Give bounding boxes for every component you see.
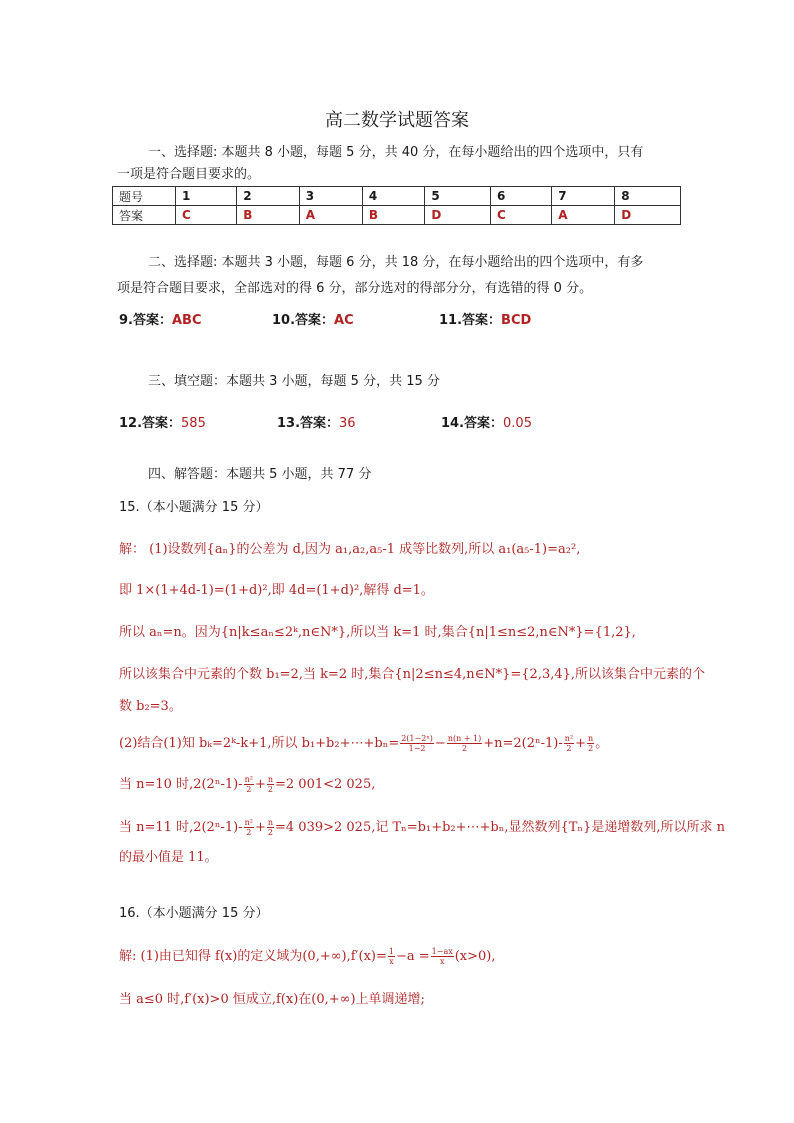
fraction — [244, 775, 254, 794]
fraction — [267, 818, 274, 837]
answer-9 — [119, 308, 202, 334]
numerator: n(n + 1) — [447, 734, 482, 743]
answer-label: 9.答案： — [119, 313, 172, 328]
denominator: 2 — [461, 744, 468, 753]
fraction — [244, 818, 254, 837]
numerator: n² — [244, 818, 253, 827]
table-cell: C — [176, 206, 237, 225]
math-text: 当 n=10 时,2(2ⁿ-1)- — [119, 777, 243, 792]
numerator: n² — [564, 734, 574, 743]
table-cell: 1 — [176, 187, 237, 206]
denominator: 1−2 — [408, 744, 426, 753]
table-answer-row — [113, 206, 681, 225]
table-cell: A — [299, 206, 362, 225]
table-cell: B — [237, 206, 300, 225]
math-text: 。 — [595, 736, 609, 751]
math-text: 当 n=11 时,2(2ⁿ-1)- — [119, 820, 243, 835]
section1-line2: 一项是符合题目要求的。 — [117, 167, 261, 182]
math-text: − — [434, 736, 446, 751]
section4-line: 四、解答题：本题共 5 小题，共 77 分 — [148, 467, 372, 482]
numerator: n — [267, 818, 273, 827]
math-text: −a = — [395, 949, 430, 964]
q15-line1: 解： (1)设数列{aₙ}的公差为 d,因为 a₁,a₂,a₅-1 成等比数列,所以 a₁(a₅-1)=a₂², — [119, 542, 581, 557]
q15-line5: 数 b₂=3。 — [119, 699, 182, 714]
math-text: =2 001<2 025, — [275, 777, 376, 792]
q15-line4: 所以该集合中元素的个数 b₁=2,当 k=2 时,集合{n|2≤n≤4,n∈N*}={2,3,4},所以该集合中元素的个 — [119, 667, 706, 682]
fraction — [564, 734, 574, 753]
section2-line1: 二、选择题: 本题共 3 小题，每题 6 分，共 18 分，在每小题给出的四个选项中，有多 — [148, 255, 644, 270]
table-cell: A — [552, 206, 615, 225]
q15-line9: 的最小值是 11。 — [119, 850, 218, 865]
table-cell: 3 — [299, 187, 362, 206]
fraction — [447, 734, 482, 753]
numerator: n² — [244, 775, 253, 784]
table-cell: 2 — [237, 187, 300, 206]
denominator: x — [389, 957, 394, 966]
answer-label: 13.答案： — [277, 416, 340, 431]
fraction — [400, 734, 434, 753]
table-cell: B — [362, 206, 425, 225]
answer-value: 0.05 — [503, 416, 532, 431]
section1-line1: 一、选择题: 本题共 8 小题，每题 5 分，共 40 分，在每小题给出的四个选项中，只有 — [148, 145, 644, 160]
answer-label: 12.答案： — [119, 416, 182, 431]
fraction — [388, 947, 395, 966]
answer-label: 10.答案： — [272, 313, 335, 328]
denominator: 2 — [588, 744, 594, 753]
fraction — [267, 775, 274, 794]
q15-line8 — [119, 815, 725, 841]
table-header-label: 题号 — [113, 187, 176, 206]
table-cell: 8 — [615, 187, 681, 206]
q15-line2: 即 1×(1+4d-1)=(1+d)²,即 4d=(1+d)²,解得 d=1。 — [119, 583, 434, 598]
section3-line: 三、填空题：本题共 3 小题，每题 5 分，共 15 分 — [148, 374, 440, 389]
fraction — [431, 947, 454, 966]
numerator: 1−ax — [431, 947, 453, 956]
q16-line1 — [119, 944, 496, 970]
numerator: 1 — [388, 947, 394, 956]
math-text: (x>0), — [454, 949, 496, 964]
answer-10 — [272, 308, 354, 334]
answer-12 — [119, 411, 206, 437]
table-cell: D — [425, 206, 491, 225]
q16-line2: 当 a≤0 时,f′(x)>0 恒成立,f(x)在(0,+∞)上单调递增; — [119, 992, 425, 1007]
denominator: x — [439, 957, 445, 966]
table-answer-label: 答案 — [113, 206, 176, 225]
answer-value: ABC — [171, 313, 202, 328]
table-header-row — [113, 187, 681, 206]
table-cell: 5 — [425, 187, 491, 206]
numerator: n — [588, 734, 594, 743]
answer-value: 36 — [339, 416, 356, 431]
table-cell: 4 — [362, 187, 425, 206]
math-text: + — [575, 736, 587, 751]
q15-line3: 所以 aₙ=n。因为{n|k≤aₙ≤2ᵏ,n∈N*},所以当 k=1 时,集合{n|1≤n≤2,n∈N*}={1,2}, — [119, 625, 636, 640]
answer-11 — [439, 308, 531, 334]
table-cell: 6 — [491, 187, 552, 206]
q15-heading: 15.（本小题满分 15 分） — [119, 500, 269, 515]
math-text: =4 039>2 025,记 Tₙ=b₁+b₂+⋯+bₙ,显然数列{Tₙ}是递增数列,所以所求 n — [275, 820, 725, 835]
denominator: 2 — [246, 828, 252, 837]
q15-line6 — [119, 731, 608, 757]
numerator: n — [267, 775, 273, 784]
denominator: 2 — [566, 744, 572, 753]
math-text: +n=2(2ⁿ-1)- — [483, 736, 563, 751]
answer-label: 14.答案： — [441, 416, 504, 431]
answer-value: AC — [334, 313, 354, 328]
math-text: + — [254, 777, 266, 792]
table-cell: D — [615, 206, 681, 225]
answer-value: BCD — [501, 313, 532, 328]
denominator: 2 — [267, 785, 273, 794]
numerator: 2(1−2ⁿ) — [401, 734, 433, 743]
table-cell: 7 — [552, 187, 615, 206]
answer-13 — [277, 411, 356, 437]
table-cell: C — [491, 206, 552, 225]
math-text: + — [254, 820, 266, 835]
section2-line2: 项是符合题目要求，全部选对的得 6 分，部分选对的得部分分，有选错的得 0 分。 — [117, 281, 593, 296]
answer-14 — [441, 411, 532, 437]
fraction — [587, 734, 594, 753]
math-text: (2)结合(1)知 bₖ=2ᵏ-k+1,所以 b₁+b₂+⋯+bₙ= — [119, 736, 400, 751]
math-text: 解: (1)由已知得 f(x)的定义域为(0,+∞),f′(x)= — [119, 949, 387, 964]
q16-heading: 16.（本小题满分 15 分） — [119, 906, 269, 921]
answer-table — [112, 186, 681, 225]
answer-label: 11.答案： — [439, 313, 502, 328]
denominator: 2 — [267, 828, 273, 837]
answer-value: 585 — [181, 416, 206, 431]
q15-line7 — [119, 772, 375, 798]
page-title: 高二数学试题答案 — [325, 110, 469, 131]
denominator: 2 — [246, 785, 252, 794]
